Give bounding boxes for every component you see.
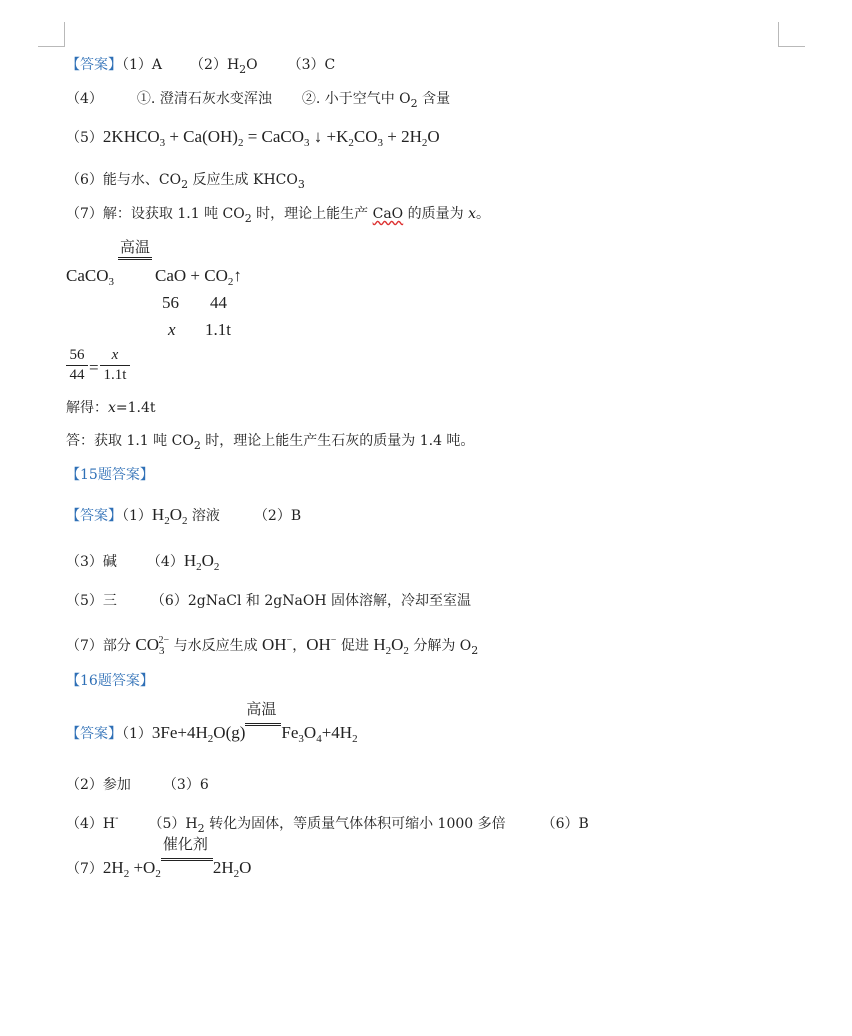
answer-3: （3）C (287, 57, 336, 73)
answer-line-1 (66, 55, 335, 80)
q15-line-5: （5）三 （6）2gNaCl 和 2gNaOH 固体溶解，冷却至室温 (66, 593, 471, 609)
molar-mass-1: 56 (162, 293, 179, 312)
answer-line-5 (66, 127, 440, 153)
q16-line-4: （4）H- $(5)H_2$ 转化为固体，等质量气体体积可缩小 1000 多倍 （6）B (66, 813, 589, 835)
q16-line-2: （2）参加 （3）6 (66, 777, 209, 793)
answer-4-part-1: ①. 澄清石灰水变浑浊 (136, 91, 272, 107)
q16-heading: 【16题答案】 (66, 673, 154, 689)
answer-label: 【答案】 (66, 508, 122, 524)
reaction-condition-high-temp: 高温 (245, 726, 281, 738)
page-corner-mark-top-right (778, 22, 805, 47)
answer-label: 【答案】 (66, 726, 122, 742)
given-mass: 1.1t (205, 320, 231, 339)
q15-line-7: （7）部分 $CO_3^{2-}$ 与水反应生成 OH−，OH− 促进 $H_2O_2$ 分解为 $O_2$ (66, 635, 479, 657)
page-corner-mark-top-left (38, 22, 65, 47)
answer-4-number: （4） (66, 91, 103, 107)
answer-5-number: （5） (66, 130, 103, 146)
reaction-condition-catalyst: 催化剂 (161, 861, 213, 873)
products: CaO + $CO_2↑$ (155, 266, 242, 288)
q15-line-1: 【答案】$(1)H_2O_2$ 溶液 （2）B (66, 505, 302, 527)
reaction-condition: 高温 (120, 238, 151, 256)
q15-heading: 【15题答案】 (66, 467, 154, 483)
answer-label: 【答案】 (66, 57, 122, 73)
answer-4-part-2: ②. 小于空气中 $O_2$ 含量 (301, 91, 451, 110)
q15-line-3: （3）碱 $(4)H_2O_2$ (66, 551, 220, 573)
solve-line: 解得：x=1.4t (66, 400, 156, 416)
answer-line-7: （7）解：设获取 1.1 吨 $CO_2$ 时，理论上能生产 CaO 的质量为 x。 (66, 206, 490, 225)
answer-2: $(2)H_2O$ (190, 57, 258, 76)
answer-line-4 (66, 89, 450, 114)
conclusion-line: 答：获取 1.1 吨 $CO_2$ 时，理论上能生产生石灰的质量为 1.4 吨。 (66, 433, 475, 452)
equation-5: $2KHCO_3 + Ca(OH)_2$ = CaCO$_3$ ↓ $+K_2CO_3 + 2H_2O$ (102, 127, 440, 149)
answer-line-6: （6）能与水、$CO_2$ 反应生成 $KHCO_3$ (66, 172, 305, 191)
fraction-left: 56 44 (66, 347, 88, 384)
answer-1: （1）A (122, 57, 163, 73)
reactant: CaCO$_3$ (66, 266, 114, 288)
q16-line-1: 【答案】$(1)3Fe+4H_2O(g)$ 高温 $Fe_3O_4+4H_2$ (66, 702, 358, 745)
fraction-right: x 1.1t (100, 347, 130, 384)
q16-line-7: $(7)2H_2 +O_2$ 催化剂 $2H_2O$ (66, 837, 252, 880)
unknown-x: x (168, 320, 176, 339)
cao-term: CaO (372, 206, 404, 222)
reaction-double-line (118, 257, 152, 260)
molar-mass-2: 44 (210, 293, 227, 312)
equals-sign: = (89, 358, 99, 377)
